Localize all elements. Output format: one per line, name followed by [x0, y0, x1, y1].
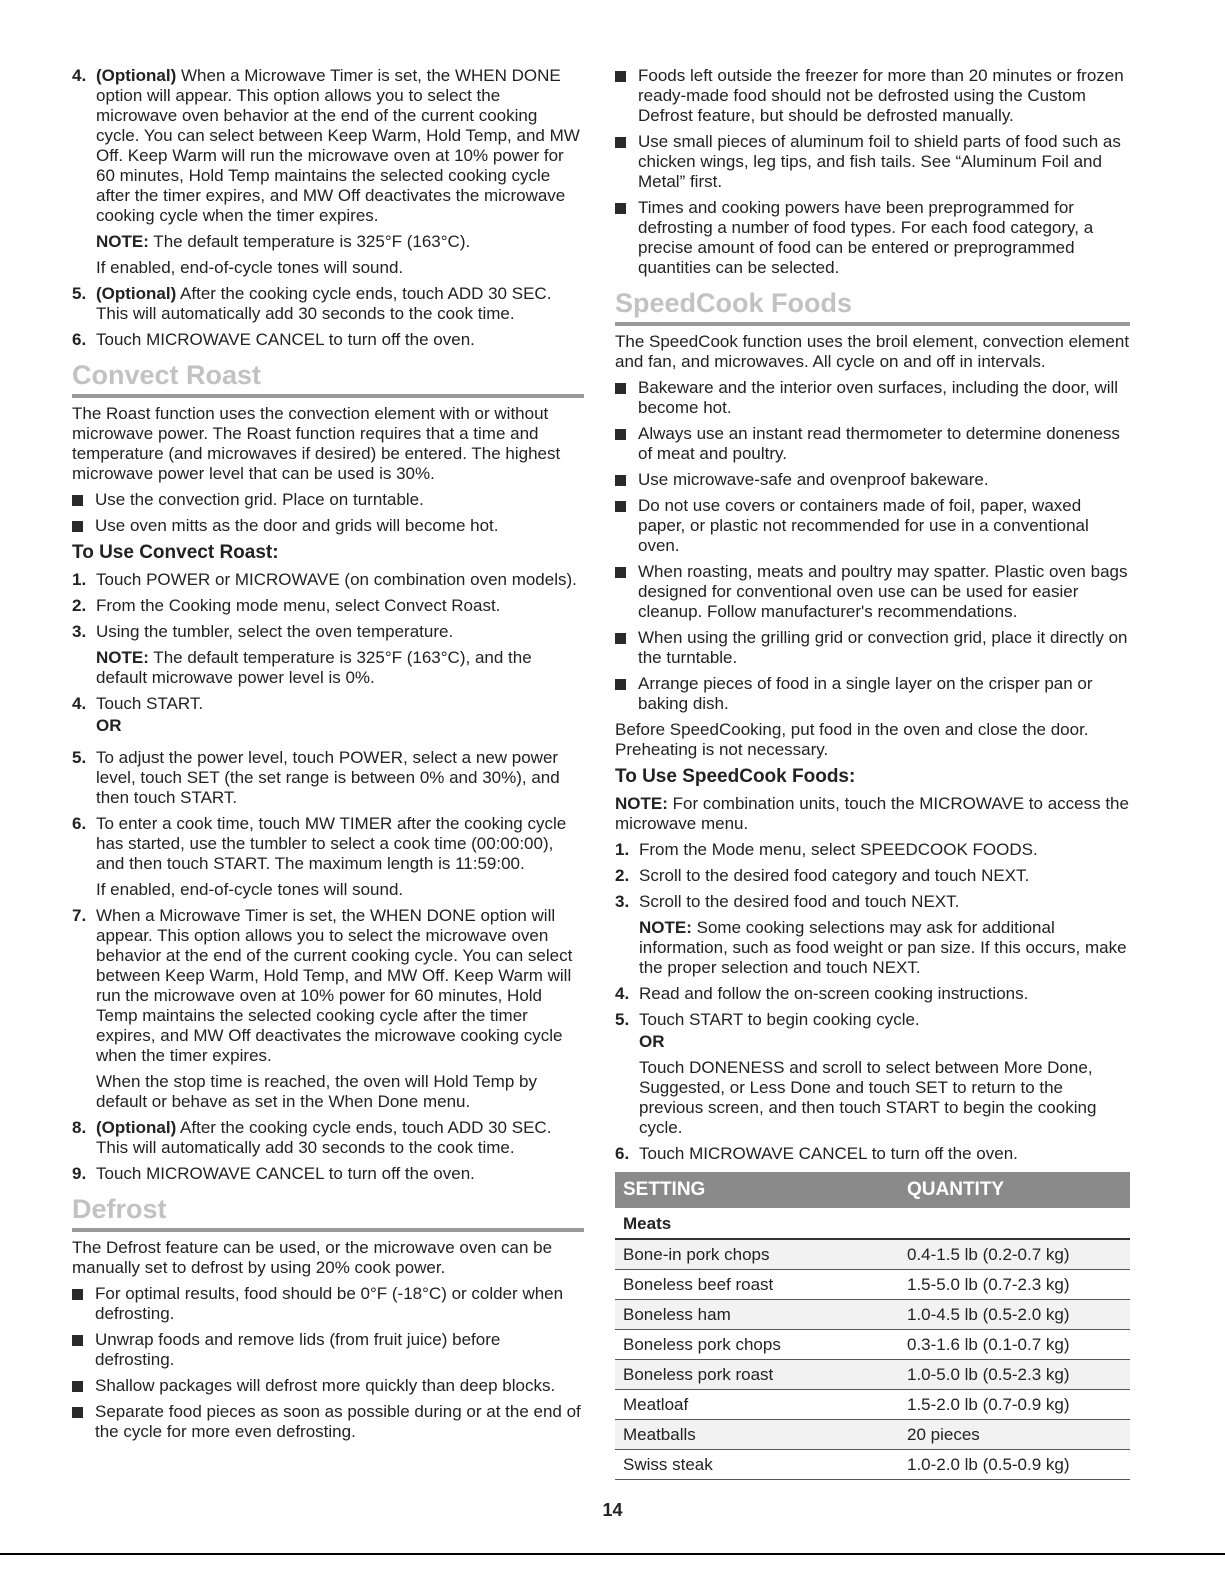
step-text: To enter a cook time, touch MW TIMER after the cooking cycle has started, use the tumbler to select a cook time (00:00:00), and then touch START. The maximum length is 11:59:00.	[96, 814, 567, 873]
table-cell: 1.0-4.5 lb (0.5-2.0 kg)	[907, 1304, 1070, 1324]
subheading: To Use SpeedCook Foods:	[615, 766, 856, 787]
note: NOTE: For combination units, touch the MICROWAVE to access the microwave menu.	[615, 794, 1129, 833]
step-number: 5.	[615, 1010, 630, 1029]
bullet-square-icon	[615, 137, 626, 148]
subheading: To Use Convect Roast:	[72, 542, 279, 563]
step-text: To adjust the power level, touch POWER, select a new power level, touch SET (the set range is between 0% and 30%), and then touch START.	[96, 748, 560, 807]
list-item	[615, 984, 1130, 1004]
bullet-square-icon	[72, 521, 83, 532]
step-number: 6.	[615, 1144, 630, 1163]
convect-roast-paragraph: The Roast function uses the convection element with or without microwave power. The Roast function requires that a time and temperature (and microwaves if desired) be entered. The highest microwave power level that can be used is 30%.	[72, 404, 561, 483]
step-text: When a Microwave Timer is set, the WHEN DONE option will appear. This option allows you to select the microwave oven behavior at the end of the current cooking cycle. You can select between Keep Warm, Hold Temp, and MW Off. Keep Warm will run the microwave oven at 10% power for 60 minutes, Hold Temp maintains the selected cooking cycle after the timer expires, and MW Off deactivates the microwave cooking cycle when the timer expires.	[96, 66, 580, 225]
bullet-square-icon	[72, 1381, 83, 1392]
table-row	[615, 1240, 1130, 1270]
table-cell: Boneless beef roast	[623, 1274, 774, 1294]
bullet-item: When using the grilling grid or convection grid, place it directly on the turntable.	[615, 628, 1130, 668]
bullet-square-icon	[72, 1335, 83, 1346]
bullet-item: Use small pieces of aluminum foil to shield parts of food such as chicken wings, leg tips, and fish tails. See “Aluminum Foil and Metal” first.	[615, 132, 1130, 192]
bullet-square-icon	[615, 383, 626, 394]
bullet-square-icon	[72, 495, 83, 506]
section-title-speedcook: SpeedCook Foods	[615, 288, 853, 318]
table-row	[615, 1360, 1130, 1390]
table-cell: 1.5-5.0 lb (0.7-2.3 kg)	[907, 1274, 1070, 1294]
bullet-item: Use microwave-safe and ovenproof bakeware.	[615, 470, 1130, 490]
step-number: 1.	[72, 570, 87, 589]
bullet-square-icon	[615, 475, 626, 486]
defrost-paragraph: The Defrost feature can be used, or the microwave oven can be manually set to defrost by using 20% cook power.	[72, 1238, 553, 1277]
list-item	[615, 892, 1130, 978]
table-cell: Boneless pork chops	[623, 1334, 781, 1354]
column-header-quantity: QUANTITY	[907, 1179, 1005, 1200]
step-number: 6.	[72, 814, 87, 833]
section-rule	[72, 1228, 584, 1232]
optional-label: (Optional)	[96, 284, 177, 303]
bullet-item: Always use an instant read thermometer to determine doneness of meat and poultry.	[615, 424, 1130, 464]
table-row	[615, 1420, 1130, 1450]
step-number: 4.	[72, 694, 87, 713]
right-column	[615, 66, 1130, 1480]
list-item	[72, 570, 584, 590]
step-text: From the Mode menu, select SPEEDCOOK FOODS.	[639, 840, 1038, 859]
bullet-square-icon	[615, 567, 626, 578]
bullet-item: Do not use covers or containers made of foil, paper, waxed paper, or plastic not recommended for use in a conventional oven.	[615, 496, 1130, 556]
step-text: Touch MICROWAVE CANCEL to turn off the oven.	[639, 1144, 1018, 1163]
list-item	[72, 284, 584, 324]
table-row	[615, 1270, 1130, 1300]
bullet-item: Unwrap foods and remove lids (from fruit juice) before defrosting.	[72, 1330, 584, 1370]
table-cell: Meatloaf	[623, 1394, 689, 1414]
note: NOTE: The default temperature is 325°F (163°C).	[96, 232, 471, 251]
step-text: Touch POWER or MICROWAVE (on combination oven models).	[96, 570, 577, 589]
step-number: 7.	[72, 906, 87, 925]
or-label: OR	[639, 1032, 665, 1051]
note: NOTE: Some cooking selections may ask for additional information, such as food weight or pan size. If this occurs, make the proper selection and touch NEXT.	[639, 918, 1127, 977]
bullet-item: Shallow packages will defrost more quickly than deep blocks.	[72, 1376, 584, 1396]
step-number: 5.	[72, 284, 87, 303]
step-text: Scroll to the desired food and touch NEXT.	[639, 892, 960, 911]
list-item	[615, 840, 1130, 860]
step-text: Touch START to begin cooking cycle.	[639, 1010, 920, 1029]
table-body	[615, 1240, 1130, 1480]
table-cell: 20 pieces	[907, 1424, 980, 1444]
bullet-item: Times and cooking powers have been preprogrammed for defrosting a number of food types. For each food category, a precise amount of food can be entered or preprogrammed quantities can be selected.	[615, 198, 1130, 278]
table-cell: Boneless pork roast	[623, 1364, 774, 1384]
step-number: 6.	[72, 330, 87, 349]
step-number: 2.	[72, 596, 87, 615]
bullet-item: Separate food pieces as soon as possible during or at the end of the cycle for more even defrosting.	[72, 1402, 584, 1442]
step-text: After the cooking cycle ends, touch ADD 30 SEC. This will automatically add 30 seconds to the cook time.	[96, 284, 552, 323]
step-number: 3.	[72, 622, 87, 641]
bottom-rule	[0, 1553, 1225, 1555]
table-cell: Bone-in pork chops	[623, 1244, 770, 1264]
table-row	[615, 1330, 1130, 1360]
step-text: From the Cooking mode menu, select Convect Roast.	[96, 596, 501, 615]
step-extra: When the stop time is reached, the oven will Hold Temp by default or behave as set in the When Done menu.	[96, 1072, 537, 1111]
table-cell: 1.5-2.0 lb (0.7-0.9 kg)	[907, 1394, 1070, 1414]
table-row	[615, 1300, 1130, 1330]
table-cell: 0.3-1.6 lb (0.1-0.7 kg)	[907, 1334, 1070, 1354]
list-item	[615, 866, 1130, 886]
bullet-item: Use oven mitts as the door and grids will become hot.	[72, 516, 584, 536]
list-item	[72, 1164, 584, 1184]
table-cell: 1.0-5.0 lb (0.5-2.3 kg)	[907, 1364, 1070, 1384]
table-row	[615, 1390, 1130, 1420]
step-number: 4.	[72, 66, 87, 85]
step-number: 2.	[615, 866, 630, 885]
bullet-item: Use the convection grid. Place on turntable.	[72, 490, 584, 510]
bullet-square-icon	[615, 501, 626, 512]
list-item	[72, 330, 584, 350]
list-item	[72, 814, 584, 900]
table-row	[615, 1450, 1130, 1480]
bullet-square-icon	[72, 1289, 83, 1300]
step-text: Read and follow the on-screen cooking instructions.	[639, 984, 1029, 1003]
step-text: Scroll to the desired food category and touch NEXT.	[639, 866, 1030, 885]
table-cell: 1.0-2.0 lb (0.5-0.9 kg)	[907, 1454, 1070, 1474]
left-column	[72, 66, 584, 1448]
column-header-setting: SETTING	[623, 1179, 706, 1200]
step-text: After the cooking cycle ends, touch ADD 30 SEC. This will automatically add 30 seconds to the cook time.	[96, 1118, 552, 1157]
list-item	[72, 748, 584, 808]
step-number: 9.	[72, 1164, 87, 1183]
step-text: Touch MICROWAVE CANCEL to turn off the oven.	[96, 330, 475, 349]
step-number: 5.	[72, 748, 87, 767]
section-title-convect-roast: Convect Roast	[72, 360, 262, 390]
bullet-square-icon	[615, 71, 626, 82]
step-number: 1.	[615, 840, 630, 859]
page-number: 14	[602, 1500, 623, 1520]
list-item	[72, 1118, 584, 1158]
list-item	[72, 906, 584, 1112]
table-cell: Boneless ham	[623, 1304, 731, 1324]
bullet-square-icon	[72, 1407, 83, 1418]
list-item	[615, 1144, 1130, 1164]
or-label: OR	[96, 716, 122, 735]
bullet-item: For optimal results, food should be 0°F (-18°C) or colder when defrosting.	[72, 1284, 584, 1324]
list-item	[72, 596, 584, 616]
table-cell: Swiss steak	[623, 1454, 713, 1474]
note: NOTE: The default temperature is 325°F (163°C), and the default microwave power level is 0%.	[96, 648, 532, 687]
table-header	[615, 1172, 1130, 1208]
optional-label: (Optional)	[96, 1118, 177, 1137]
step-text: Using the tumbler, select the oven temperature.	[96, 622, 454, 641]
bullet-square-icon	[615, 679, 626, 690]
list-item	[72, 622, 584, 688]
step-extra: Touch DONENESS and scroll to select between More Done, Suggested, or Less Done and touch SET to return to the previous screen, and then touch START to begin the cooking cycle.	[639, 1058, 1097, 1137]
step-text: When a Microwave Timer is set, the WHEN DONE option will appear. This option allows you to select the microwave oven behavior at the end of the current cooking cycle. You can select between Keep Warm, Hold Temp, and MW Off. Keep Warm will run the microwave oven at 10% power for 60 minutes, Hold Temp maintains the selected cooking cycle after the timer expires, and MW Off deactivates the microwave cooking cycle when the timer expires.	[96, 906, 573, 1065]
step-number: 4.	[615, 984, 630, 1003]
step-number: 8.	[72, 1118, 87, 1137]
bullet-item: Bakeware and the interior oven surfaces, including the door, will become hot.	[615, 378, 1130, 418]
section-rule	[72, 394, 584, 398]
speedcook-after-bullets: Before SpeedCooking, put food in the oven and close the door. Preheating is not necessary.	[615, 720, 1089, 759]
list-item	[72, 66, 584, 278]
bullet-item: When roasting, meats and poultry may spatter. Plastic oven bags designed for conventional oven use can be used for easier cleanup. Follow manufacturer's recommendations.	[615, 562, 1130, 622]
list-item	[72, 694, 584, 742]
bullet-square-icon	[615, 203, 626, 214]
step-number: 3.	[615, 892, 630, 911]
table-category: Meats	[615, 1208, 1130, 1240]
speedcook-table	[615, 1172, 1130, 1480]
speedcook-paragraph: The SpeedCook function uses the broil element, convection element and fan, and microwaves. All cycle on and off in intervals.	[615, 332, 1130, 371]
section-title-defrost: Defrost	[72, 1194, 167, 1224]
list-item	[615, 1010, 1130, 1138]
optional-label: (Optional)	[96, 66, 177, 85]
table-cell: 0.4-1.5 lb (0.2-0.7 kg)	[907, 1244, 1070, 1264]
step-extra: If enabled, end-of-cycle tones will sound.	[96, 258, 404, 277]
step-text: Touch START.	[96, 694, 204, 713]
step-extra: If enabled, end-of-cycle tones will sound.	[96, 880, 404, 899]
section-rule	[615, 322, 1130, 326]
table-cell: Meatballs	[623, 1424, 696, 1444]
bullet-item: Foods left outside the freezer for more than 20 minutes or frozen ready-made food should not be defrosted using the Custom Defrost feature, but should be defrosted manually.	[615, 66, 1130, 126]
step-text: Touch MICROWAVE CANCEL to turn off the oven.	[96, 1164, 475, 1183]
bullet-item: Arrange pieces of food in a single layer on the crisper pan or baking dish.	[615, 674, 1130, 714]
bullet-square-icon	[615, 429, 626, 440]
bullet-square-icon	[615, 633, 626, 644]
